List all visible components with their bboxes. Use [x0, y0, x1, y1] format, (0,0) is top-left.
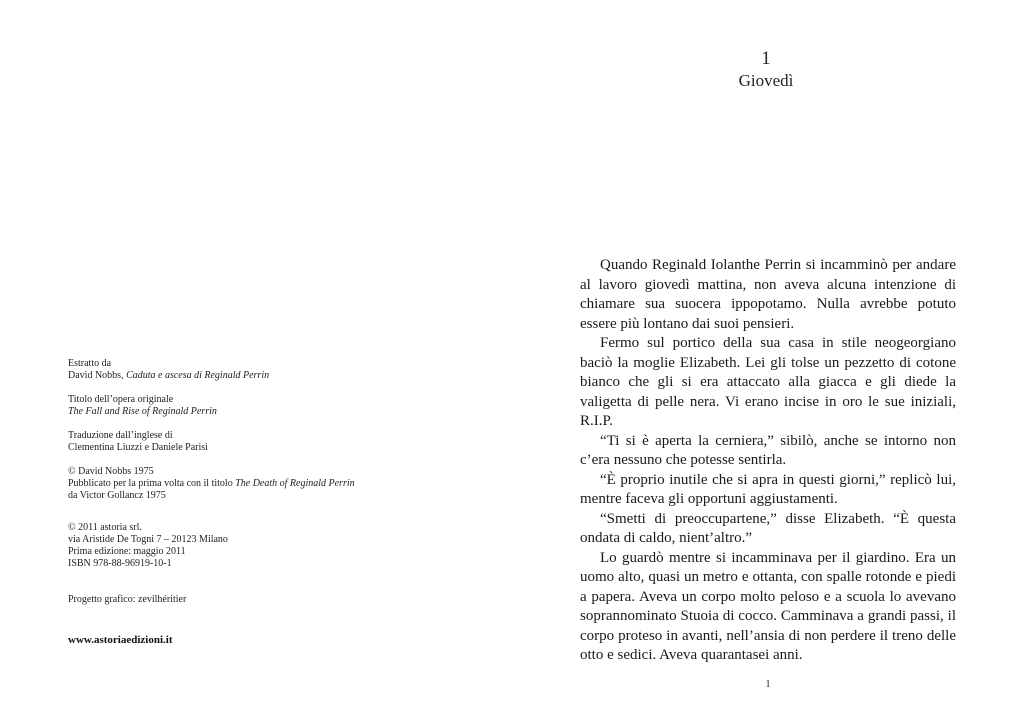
graphic-design: Progetto grafico: zevilhéritier [68, 594, 187, 605]
paragraph: “È proprio inutile che si apra in questi giorni,” replicò lui, mentre faceva gli opportuni aggiustamenti. [580, 471, 956, 507]
first-pub-publisher: da Victor Gollancz 1975 [68, 490, 166, 501]
original-title: The Fall and Rise of Reginald Perrin [68, 406, 217, 417]
translators: Clementina Liuzzi e Daniele Parisi [68, 442, 208, 453]
original-title-label: Titolo dell’opera originale [68, 394, 174, 405]
isbn: ISBN 978-88-96919-10-1 [68, 558, 172, 569]
extract-label: Estratto da [68, 358, 112, 369]
copyright-author-block [68, 466, 398, 502]
publisher-block [68, 522, 398, 570]
paragraph: Fermo sul portico della sua casa in stile neogeorgiano baciò la moglie Elizabeth. Lei gli tolse un pezzetto di cotone bianco che gli si era attaccato alla giacca e gli diede la valigetta di pelle nera. Vi erano incise in oro le sue iniziali, R.I.P. [580, 335, 956, 429]
translation-block [68, 430, 398, 454]
first-pub-prefix: Pubblicato per la prima volta con il titolo [68, 478, 236, 489]
extract-block [68, 358, 398, 382]
extract-title: Caduta e ascesa di Reginald Perrin [126, 370, 270, 381]
extract-source [68, 370, 398, 382]
page-number: 1 [765, 678, 771, 690]
body-text [580, 256, 956, 666]
colophon [68, 358, 398, 618]
paragraph: “Ti si è aperta la cerniera,” sibilò, anche se intorno non c’era nessuno che potesse sentirla. [580, 432, 956, 468]
original-title-block [68, 394, 398, 418]
publisher-address: via Aristide De Togni 7 – 20123 Milano [68, 534, 228, 545]
edition: Prima edizione: maggio 2011 [68, 546, 186, 557]
first-publication [68, 478, 398, 490]
chapter-title: Giovedì [738, 71, 794, 90]
chapter-number: 1 [761, 48, 771, 69]
graphic-design-block [68, 594, 398, 606]
publisher-website: www.astoriaedizioni.it [68, 634, 173, 646]
copyright-author: © David Nobbs 1975 [68, 466, 154, 477]
paragraph: “Smetti di preoccupartene,” disse Elizabeth. “È questa ondata di caldo, nient’altro.” [580, 510, 956, 546]
copyright-publisher: © 2011 astoria srl. [68, 522, 142, 533]
translation-label: Traduzione dall’inglese di [68, 430, 173, 441]
paragraph: Lo guardò mentre si incamminava per il giardino. Era un uomo alto, quasi un metro e ottanta, con spalle rotonde e piedi a papera. Aveva un corpo molto peloso e a scuola lo avevano soprannominato Stuoia di cocco. Camminava a grandi passi, il corpo proteso in avanti, nell’ansia di non perdere il treno delle otto e sedici. Aveva quarantasei anni. [580, 549, 956, 663]
extract-author: David Nobbs, [68, 370, 127, 381]
paragraph: Quando Reginald Iolanthe Perrin si incamminò per andare al lavoro giovedì mattina, non aveva alcuna intenzione di chiamare sua suocera ippopotamo. Nulla avrebbe potuto essere più lontano dai suoi pensieri. [580, 257, 956, 332]
first-pub-title: The Death of Reginald Perrin [235, 478, 355, 489]
